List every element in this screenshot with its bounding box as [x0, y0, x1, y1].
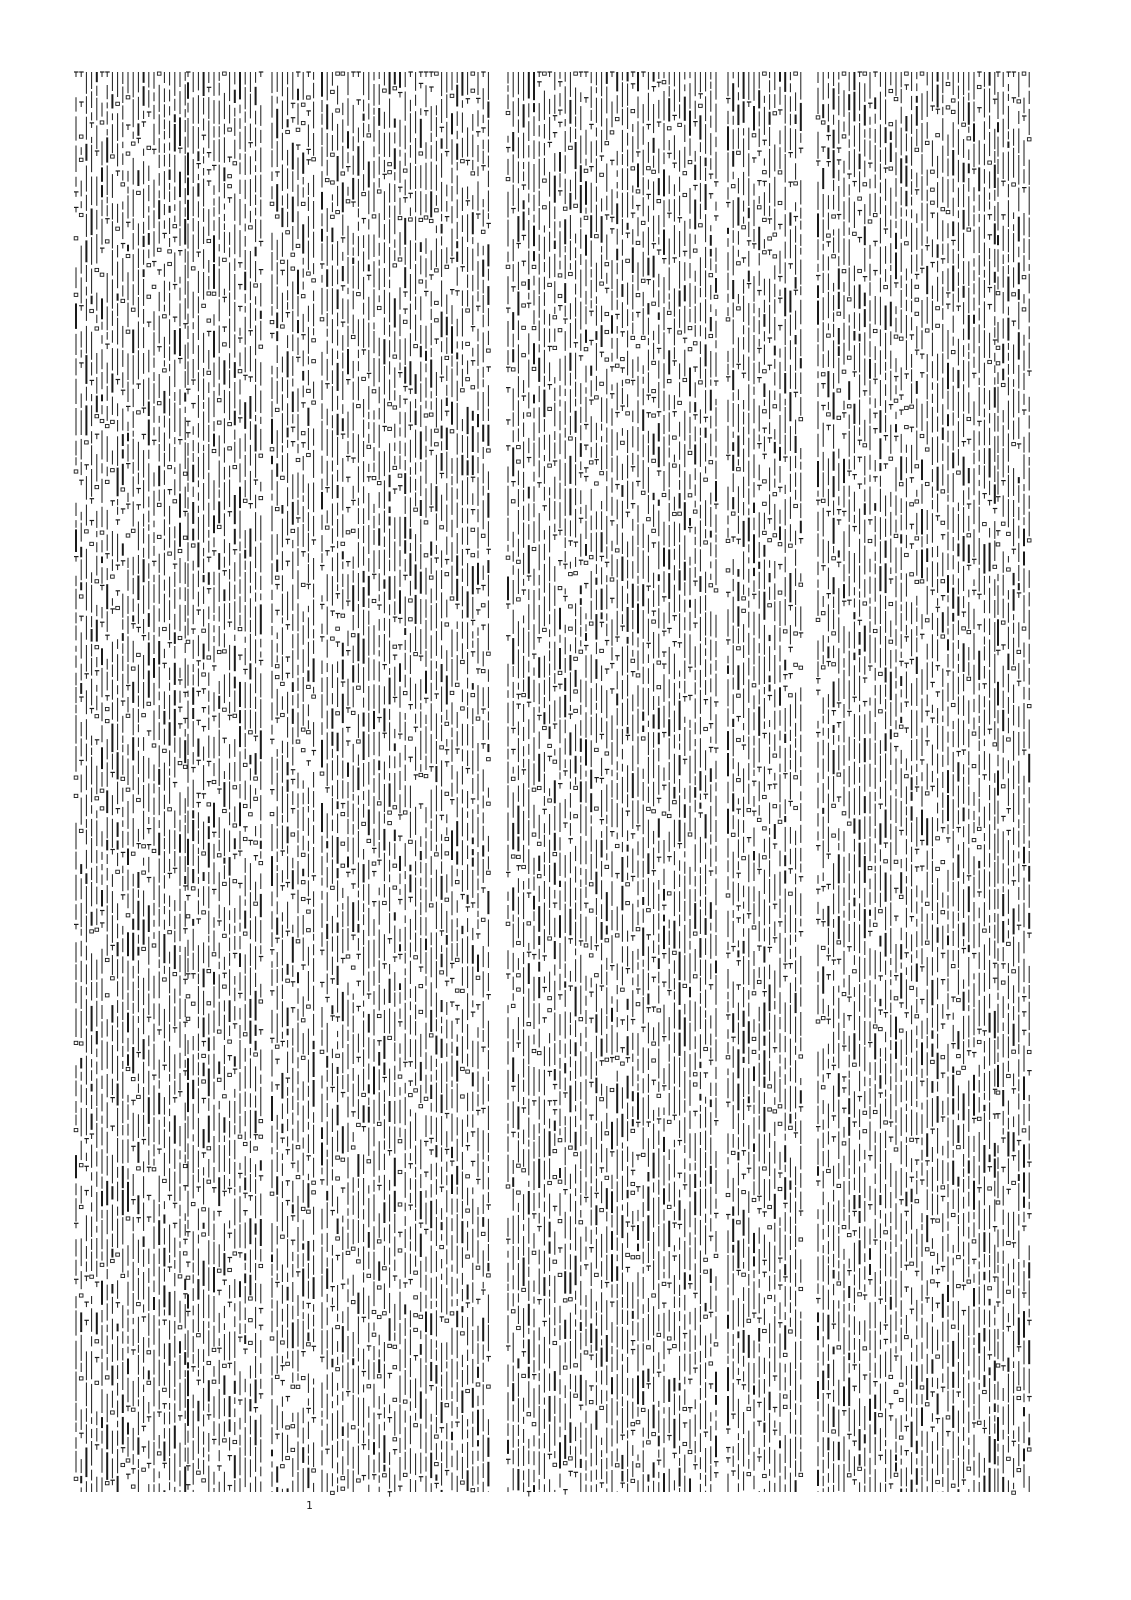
page-folio: 1	[306, 1499, 313, 1512]
column-2	[186, 72, 263, 1492]
column-7	[816, 72, 997, 1492]
column-4	[320, 72, 491, 1497]
column-3	[270, 72, 316, 1492]
column-8	[996, 72, 1032, 1494]
column-5	[506, 72, 719, 1497]
column-1	[74, 72, 188, 1492]
column-6	[726, 72, 803, 1492]
